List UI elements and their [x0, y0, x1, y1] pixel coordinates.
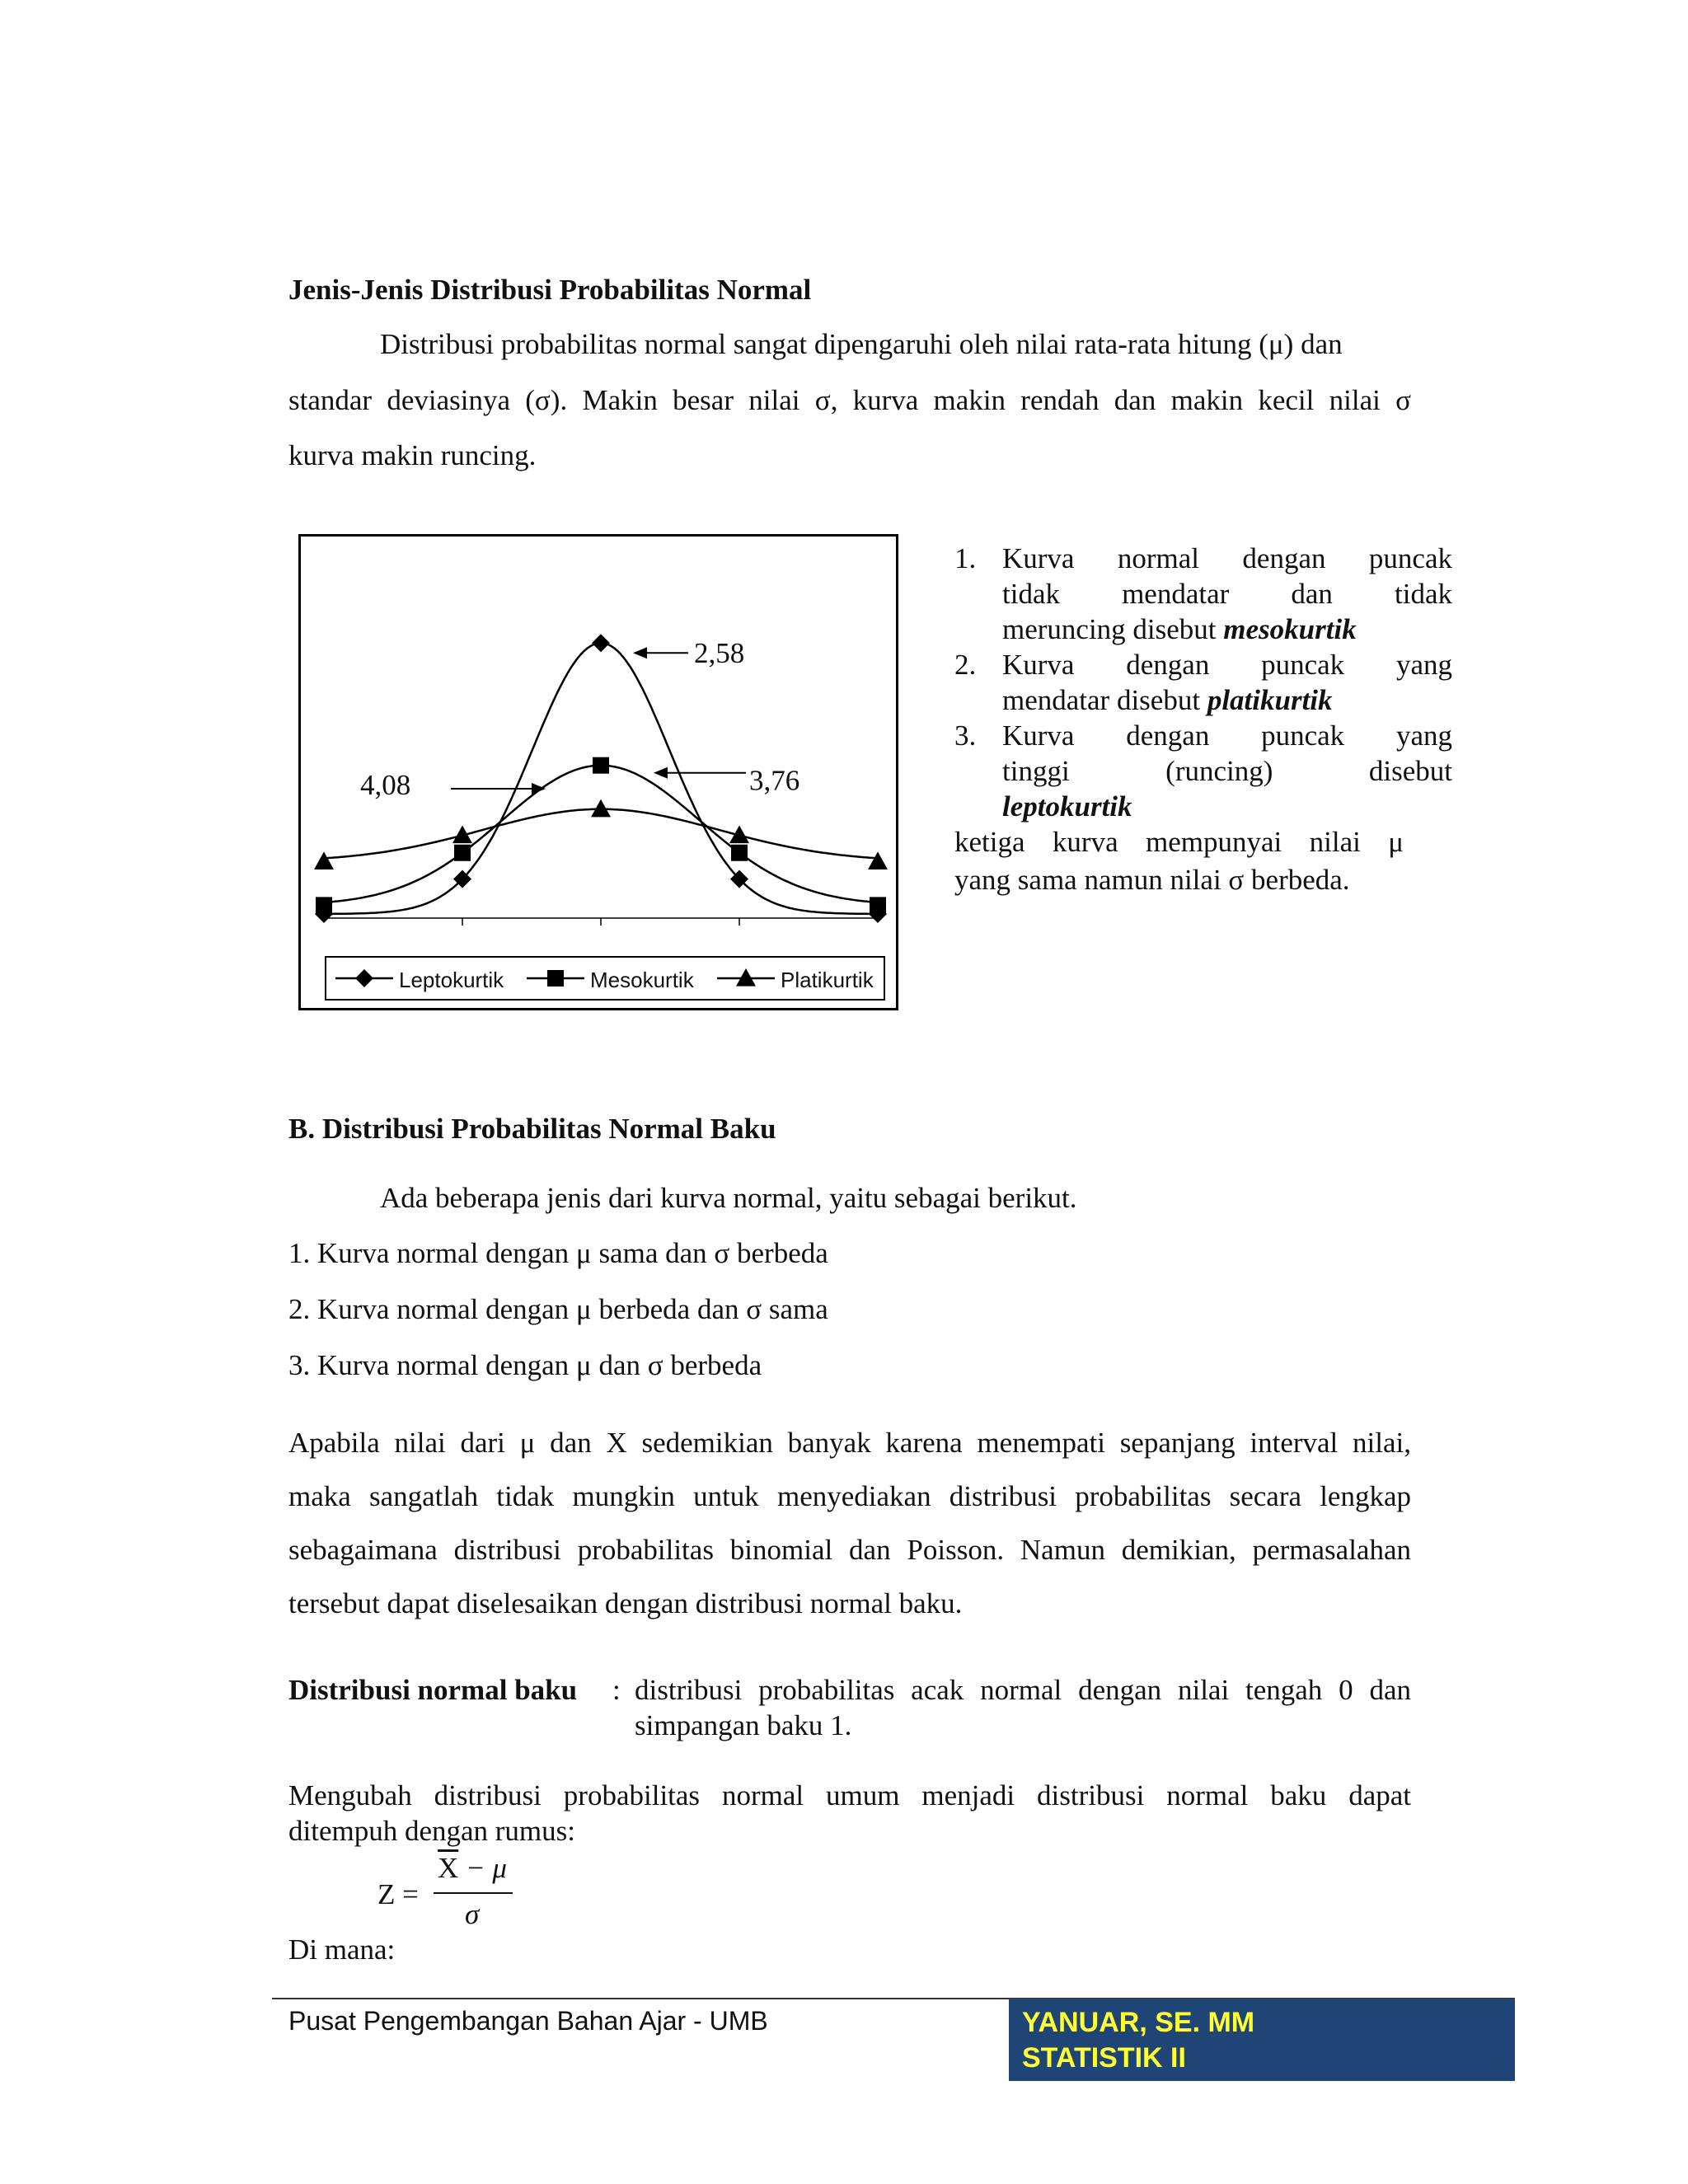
paragraph-line: Apabila nilai dari μ dan X sedemikian banyak karena menempati sepanjang interval nilai, [288, 1427, 1411, 1459]
paragraph-line: Di mana: [288, 1933, 396, 1966]
annotation-leptokurtik: 2,58 [694, 637, 745, 670]
fraction-bar [434, 1892, 513, 1894]
term-leptokurtik: leptokurtik [1002, 790, 1132, 823]
definition-term: Distribusi normal baku [288, 1674, 578, 1706]
annotation-arrowhead [654, 767, 668, 779]
paragraph-line: standar deviasinya (σ). Makin besar nilai σ, kurva makin rendah dan makin kecil nilai σ [288, 384, 1411, 416]
section-title: Jenis-Jenis Distribusi Probabilitas Normal [288, 274, 812, 306]
formula-x-bar: $\overline{X}$ [438, 1852, 459, 1884]
list-note-line: ketiga kurva mempunyai nilai μ [954, 826, 1404, 858]
annotation-platikurtik: 4,08 [360, 769, 411, 801]
paragraph-line: maka sangatlah tidak mungkin untuk menyediakan distribusi probabilitas secara lengkap [288, 1480, 1411, 1512]
list-note-line: yang sama namun nilai σ berbeda. [954, 864, 1350, 896]
list-line: tidak mendatar dan tidak [1002, 578, 1452, 610]
section-title: B. Distribusi Probabilitas Normal Baku [288, 1113, 776, 1145]
formula-denominator: σ [465, 1898, 480, 1930]
definition-text: distribusi probabilitas acak normal dengan nilai tengah 0 dan [635, 1674, 1411, 1706]
formula-numerator [438, 1851, 507, 1886]
legend-label-leptokurtik: Leptokurtik [399, 968, 504, 992]
kurtosis-list [954, 541, 1452, 904]
list-line: tinggi (runcing) disebut [1002, 755, 1452, 787]
list-number: 1. [954, 542, 977, 574]
paragraph-line: Distribusi probabilitas normal sangat dipengaruhi oleh nilai rata-rata hitung (μ) dan [380, 328, 1343, 360]
term-platikurtik: platikurtik [1207, 684, 1333, 716]
annotation-arrowhead [532, 783, 546, 794]
marker-mesokurtik [454, 845, 471, 861]
list-line: Kurva dengan puncak yang [1002, 649, 1452, 681]
legend-label-mesokurtik: Mesokurtik [590, 968, 694, 992]
list-item: 2. Kurva normal dengan μ berbeda dan σ sama [288, 1293, 828, 1325]
paragraph-line: ditempuh dengan rumus: [288, 1815, 576, 1847]
list-item: 1. Kurva normal dengan μ sama dan σ berbeda [288, 1237, 828, 1269]
marker-platikurtik [591, 799, 611, 818]
paragraph-line: tersebut dapat diselesaikan dengan distribusi normal baku. [288, 1587, 963, 1619]
marker-mesokurtik [870, 897, 886, 913]
formula-lhs: Z = [377, 1878, 419, 1910]
definition-text: simpangan baku 1. [635, 1709, 852, 1741]
paragraph-line: kurva makin runcing. [288, 439, 537, 471]
intro-text: Ada beberapa jenis dari kurva normal, yaitu sebagai berikut. [380, 1182, 1077, 1214]
footer-left: Pusat Pengembangan Bahan Ajar - UMB [288, 2006, 768, 2036]
annotation-arrowhead [633, 647, 647, 658]
term-mesokurtik: mesokurtik [1223, 613, 1357, 645]
kurtosis-chart [298, 534, 898, 1010]
marker-platikurtik [868, 851, 888, 869]
paragraph-line: sebagaimana distribusi probabilitas binomial dan Poisson. Namun demikian, permasalahan [288, 1534, 1411, 1566]
chart-svg [301, 537, 896, 1008]
footer-author: YANUAR, SE. MM [1022, 2007, 1255, 2038]
list-line: mendatar disebut [1002, 684, 1207, 716]
marker-leptokurtik [592, 634, 610, 652]
marker-mesokurtik [731, 845, 748, 861]
z-score-formula [377, 1851, 526, 1942]
list-number: 2. [954, 649, 977, 681]
marker-mesokurtik [593, 757, 609, 774]
paragraph-line: Mengubah distribusi probabilitas normal umum menjadi distribusi normal baku dapat [288, 1779, 1411, 1811]
marker-mesokurtik [316, 897, 332, 913]
legend-marker-mesokurtik [547, 970, 564, 987]
legend-label-platikurtik: Platikurtik [781, 968, 874, 992]
marker-platikurtik [314, 851, 334, 869]
definition-colon: : [612, 1674, 621, 1706]
footer-author-box [1009, 1999, 1515, 2081]
annotation-mesokurtik: 3,76 [749, 764, 800, 797]
list-line: meruncing disebut [1002, 613, 1224, 645]
list-line: Kurva normal dengan puncak [1002, 542, 1452, 574]
formula-minus-mu: − μ [466, 1852, 507, 1884]
footer-course: STATISTIK II [1022, 2042, 1186, 2074]
list-line: Kurva dengan puncak yang [1002, 719, 1452, 752]
list-item: 3. Kurva normal dengan μ dan σ berbeda [288, 1349, 762, 1381]
list-number: 3. [954, 719, 977, 752]
